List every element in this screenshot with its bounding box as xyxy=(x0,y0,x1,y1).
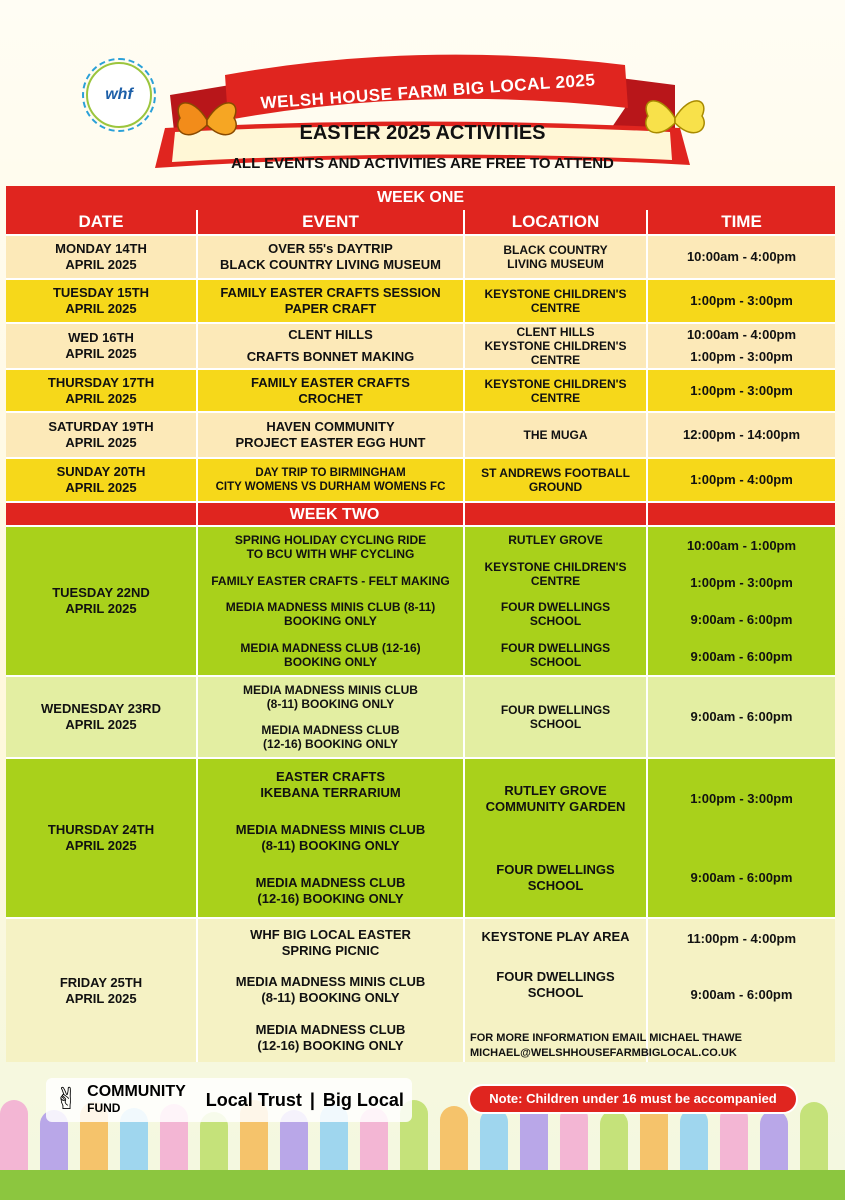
schedule-table xyxy=(6,186,835,1062)
event-text: WHF BIG LOCAL EASTER SPRING PICNIC xyxy=(250,926,411,958)
time-cell xyxy=(646,370,835,411)
time-text: 11:00pm - 4:00pm xyxy=(686,931,797,946)
date-cell xyxy=(6,527,196,675)
date-text: THURSDAY 24TH xyxy=(47,822,155,837)
location-text: KEYSTONE CHILDREN'S xyxy=(484,287,627,301)
location-text: LIVING MUSEUM xyxy=(507,257,604,271)
location-text: KEYSTONE CHILDREN'S CENTRE xyxy=(484,559,627,588)
event-stack xyxy=(198,677,463,757)
header xyxy=(0,0,845,185)
week-one-rows xyxy=(6,234,835,501)
table-row xyxy=(6,457,835,501)
location-text: FOUR DWELLINGS SCHOOL xyxy=(496,861,615,893)
time-text: 10:00am - 4:00pm xyxy=(686,249,797,264)
date-text: APRIL 2025 xyxy=(65,435,137,450)
date-text: SATURDAY 19TH xyxy=(48,419,154,434)
event-text: MEDIA MADNESS CLUB (12-16) BOOKING ONLY xyxy=(255,1022,406,1054)
location-text: GROUND xyxy=(528,480,583,494)
event-cell xyxy=(196,527,463,675)
date-cell xyxy=(6,759,196,917)
event-cell xyxy=(196,459,463,501)
time-text: 1:00pm - 3:00pm xyxy=(690,382,793,398)
location-cell xyxy=(463,324,646,368)
date-cell xyxy=(6,413,196,457)
event-cell xyxy=(196,759,463,917)
page-title: EASTER 2025 ACTIVITIES xyxy=(299,122,546,144)
event-text: MEDIA MADNESS CLUB (12-16) BOOKING ONLY xyxy=(255,874,406,906)
date-text: THURSDAY 17TH xyxy=(47,374,155,390)
contact-email[interactable]: MICHAEL@WELSHHOUSEFARMBIGLOCAL.CO.UK xyxy=(470,1047,737,1059)
date-text: APRIL 2025 xyxy=(65,257,137,272)
grass xyxy=(0,1170,845,1200)
event-text: MEDIA MADNESS CLUB (12-16) BOOKING ONLY xyxy=(240,640,421,669)
location-stack xyxy=(465,527,646,675)
time-text: 1:00pm - 3:00pm xyxy=(690,293,793,308)
event-cell xyxy=(196,677,463,757)
event-cell xyxy=(196,919,463,1062)
time-text: 9:00am - 6:00pm xyxy=(690,611,793,627)
location-cell xyxy=(463,759,646,917)
location-text: ST ANDREWS FOOTBALL xyxy=(481,466,630,480)
page-subtitle: ALL EVENTS AND ACTIVITIES ARE FREE TO ATTEND xyxy=(231,155,614,172)
time-cell xyxy=(646,280,835,322)
whf-logo xyxy=(86,62,152,128)
time-text: 1:00pm - 4:00pm xyxy=(690,472,793,487)
location-text: CLENT HILLS xyxy=(516,325,595,339)
location-text: CENTRE xyxy=(530,390,581,405)
logo-divider: | xyxy=(309,1089,315,1110)
date-cell xyxy=(6,236,196,278)
date-text: APRIL 2025 xyxy=(65,717,137,732)
location-cell xyxy=(463,459,646,501)
date-text: APRIL 2025 xyxy=(65,346,137,361)
logo-text: whf xyxy=(105,86,133,103)
contact-info xyxy=(470,1031,820,1061)
event-text: FAMILY EASTER CRAFTS SESSION xyxy=(220,285,441,300)
date-cell xyxy=(6,370,196,411)
location-text: FOUR DWELLINGS SCHOOL xyxy=(496,969,615,1000)
location-cell xyxy=(463,527,646,675)
time-cell xyxy=(646,527,835,675)
contact-line: FOR MORE INFORMATION EMAIL MICHAEL THAWE xyxy=(470,1032,742,1044)
table-row xyxy=(6,234,835,278)
age-note: Note: Children under 16 must be accompanied xyxy=(468,1084,798,1114)
table-row xyxy=(6,675,835,757)
week-one-heading: WEEK ONE xyxy=(6,186,835,210)
date-text: MONDAY 14TH xyxy=(55,241,147,256)
table-row xyxy=(6,278,835,322)
location-text: FOUR DWELLINGS SCHOOL xyxy=(500,703,611,731)
date-cell xyxy=(6,459,196,501)
time-text: 1:00pm - 3:00pm xyxy=(690,574,793,590)
event-cell xyxy=(196,413,463,457)
time-text: 1:00pm - 3:00pm xyxy=(690,790,793,806)
local-trust-logo: Local Trust xyxy=(205,1089,302,1110)
event-text: CROCHET xyxy=(298,390,363,406)
event-text: FAMILY EASTER CRAFTS - FELT MAKING xyxy=(211,573,450,588)
event-stack xyxy=(198,759,463,917)
table-row xyxy=(6,411,835,457)
date-text: TUESDAY 22ND xyxy=(52,585,150,600)
time-text: 10:00am - 4:00pm xyxy=(686,327,797,342)
event-text: HAVEN COMMUNITY xyxy=(266,419,395,434)
date-text: APRIL 2025 xyxy=(65,990,137,1006)
time-cell xyxy=(646,324,835,368)
time-cell xyxy=(646,759,835,917)
location-text: RUTLEY GROVE COMMUNITY GARDEN xyxy=(485,782,626,814)
event-text: OVER 55's DAYTRIP xyxy=(268,241,393,256)
community-text: COMMUNITY xyxy=(87,1083,186,1100)
event-text: PROJECT EASTER EGG HUNT xyxy=(235,435,426,450)
event-cell xyxy=(196,370,463,411)
location-text: THE MUGA xyxy=(523,428,588,442)
big-local-logo: Big Local xyxy=(322,1089,404,1110)
event-stack xyxy=(198,919,463,1062)
table-row xyxy=(6,322,835,368)
time-cell xyxy=(646,413,835,457)
date-cell xyxy=(6,919,196,1062)
event-text: MEDIA MADNESS MINIS CLUB (8-11) BOOKING ONLY xyxy=(235,974,426,1006)
event-cell xyxy=(196,236,463,278)
location-text: KEYSTONE CHILDREN'S xyxy=(484,339,627,353)
column-header-time: TIME xyxy=(646,210,835,234)
date-text: APRIL 2025 xyxy=(65,390,137,406)
funder-logos xyxy=(46,1078,412,1122)
time-text: 9:00am - 6:00pm xyxy=(690,648,793,664)
location-text: RUTLEY GROVE xyxy=(508,533,603,548)
event-text: DAY TRIP TO BIRMINGHAM xyxy=(255,467,406,479)
time-cell xyxy=(646,677,835,757)
date-cell xyxy=(6,324,196,368)
location-cell xyxy=(463,413,646,457)
time-text: 9:00am - 6:00pm xyxy=(690,987,793,1002)
event-text: EASTER CRAFTS IKEBANA TERRARIUM xyxy=(260,769,401,801)
table-row xyxy=(6,368,835,411)
banner-title: WELSH HOUSE FARM BIG LOCAL 2025 xyxy=(260,70,596,113)
table-row xyxy=(6,757,835,917)
date-text: SUNDAY 20TH xyxy=(56,464,146,479)
location-cell xyxy=(463,236,646,278)
date-text: APRIL 2025 xyxy=(65,601,137,616)
date-text: WED 16TH xyxy=(68,330,134,345)
column-header-location: LOCATION xyxy=(463,210,646,234)
location-text: CENTRE xyxy=(530,301,581,315)
date-text: APRIL 2025 xyxy=(65,838,137,853)
column-header-date: DATE xyxy=(78,212,124,231)
location-cell xyxy=(463,677,646,757)
table-header xyxy=(6,210,835,234)
location-cell xyxy=(463,280,646,322)
time-stack xyxy=(648,759,835,917)
event-text: PAPER CRAFT xyxy=(284,301,377,316)
location-stack xyxy=(465,677,646,757)
location-cell xyxy=(463,370,646,411)
event-text: FAMILY EASTER CRAFTS xyxy=(251,374,410,390)
lottery-fingers-icon: ✌ xyxy=(54,1083,80,1116)
event-text: SPRING HOLIDAY CYCLING RIDE TO BCU WITH WHF CYCLING xyxy=(234,533,427,562)
time-stack xyxy=(648,677,835,757)
time-text: 10:00am - 1:00pm xyxy=(686,537,797,553)
date-text: WEDNESDAY 23RD xyxy=(41,701,161,716)
time-text: 1:00pm - 3:00pm xyxy=(690,349,793,364)
event-cell xyxy=(196,324,463,368)
event-cell xyxy=(196,280,463,322)
week-two-rows xyxy=(6,525,835,1062)
column-header-event: EVENT xyxy=(196,210,463,234)
event-text: MEDIA MADNESS MINIS CLUB (8-11) BOOKING ONLY xyxy=(225,600,436,629)
date-text: FRIDAY 25TH xyxy=(59,974,143,990)
time-cell xyxy=(646,459,835,501)
date-text: TUESDAY 15TH xyxy=(52,285,150,300)
location-text: FOUR DWELLINGS SCHOOL xyxy=(500,600,611,629)
location-text: KEYSTONE PLAY AREA xyxy=(481,929,630,944)
time-stack xyxy=(648,527,835,675)
community-fund-logo xyxy=(87,1084,186,1116)
event-text: MEDIA MADNESS MINIS CLUB (8-11) BOOKING ONLY xyxy=(235,821,426,853)
location-text: BLACK COUNTRY xyxy=(503,243,608,257)
time-text: 12:00pm - 14:00pm xyxy=(682,427,801,442)
table-row xyxy=(6,525,835,675)
date-cell xyxy=(6,677,196,757)
event-stack xyxy=(198,527,463,675)
location-text: FOUR DWELLINGS SCHOOL xyxy=(500,640,611,669)
date-text: APRIL 2025 xyxy=(65,301,137,316)
date-cell xyxy=(6,280,196,322)
location-text: KEYSTONE CHILDREN'S xyxy=(484,376,627,391)
time-text: 9:00am - 6:00pm xyxy=(690,709,793,724)
event-text: MEDIA MADNESS MINIS CLUB (8-11) BOOKING ONLY xyxy=(243,683,418,711)
fund-text: FUND xyxy=(87,1101,121,1115)
time-cell xyxy=(646,236,835,278)
event-text: BLACK COUNTRY LIVING MUSEUM xyxy=(220,257,441,272)
event-text: CLENT HILLS xyxy=(288,327,373,342)
location-stack xyxy=(465,759,646,917)
event-text: CITY WOMENS VS DURHAM WOMENS FC xyxy=(215,481,446,493)
event-text: CRAFTS BONNET MAKING xyxy=(246,349,415,364)
event-text: MEDIA MADNESS CLUB (12-16) BOOKING ONLY xyxy=(261,723,400,751)
time-text: 9:00am - 6:00pm xyxy=(690,869,793,885)
date-text: APRIL 2025 xyxy=(65,480,137,495)
location-text: CENTRE xyxy=(530,353,581,367)
week-two-heading: WEEK TWO xyxy=(289,506,380,523)
